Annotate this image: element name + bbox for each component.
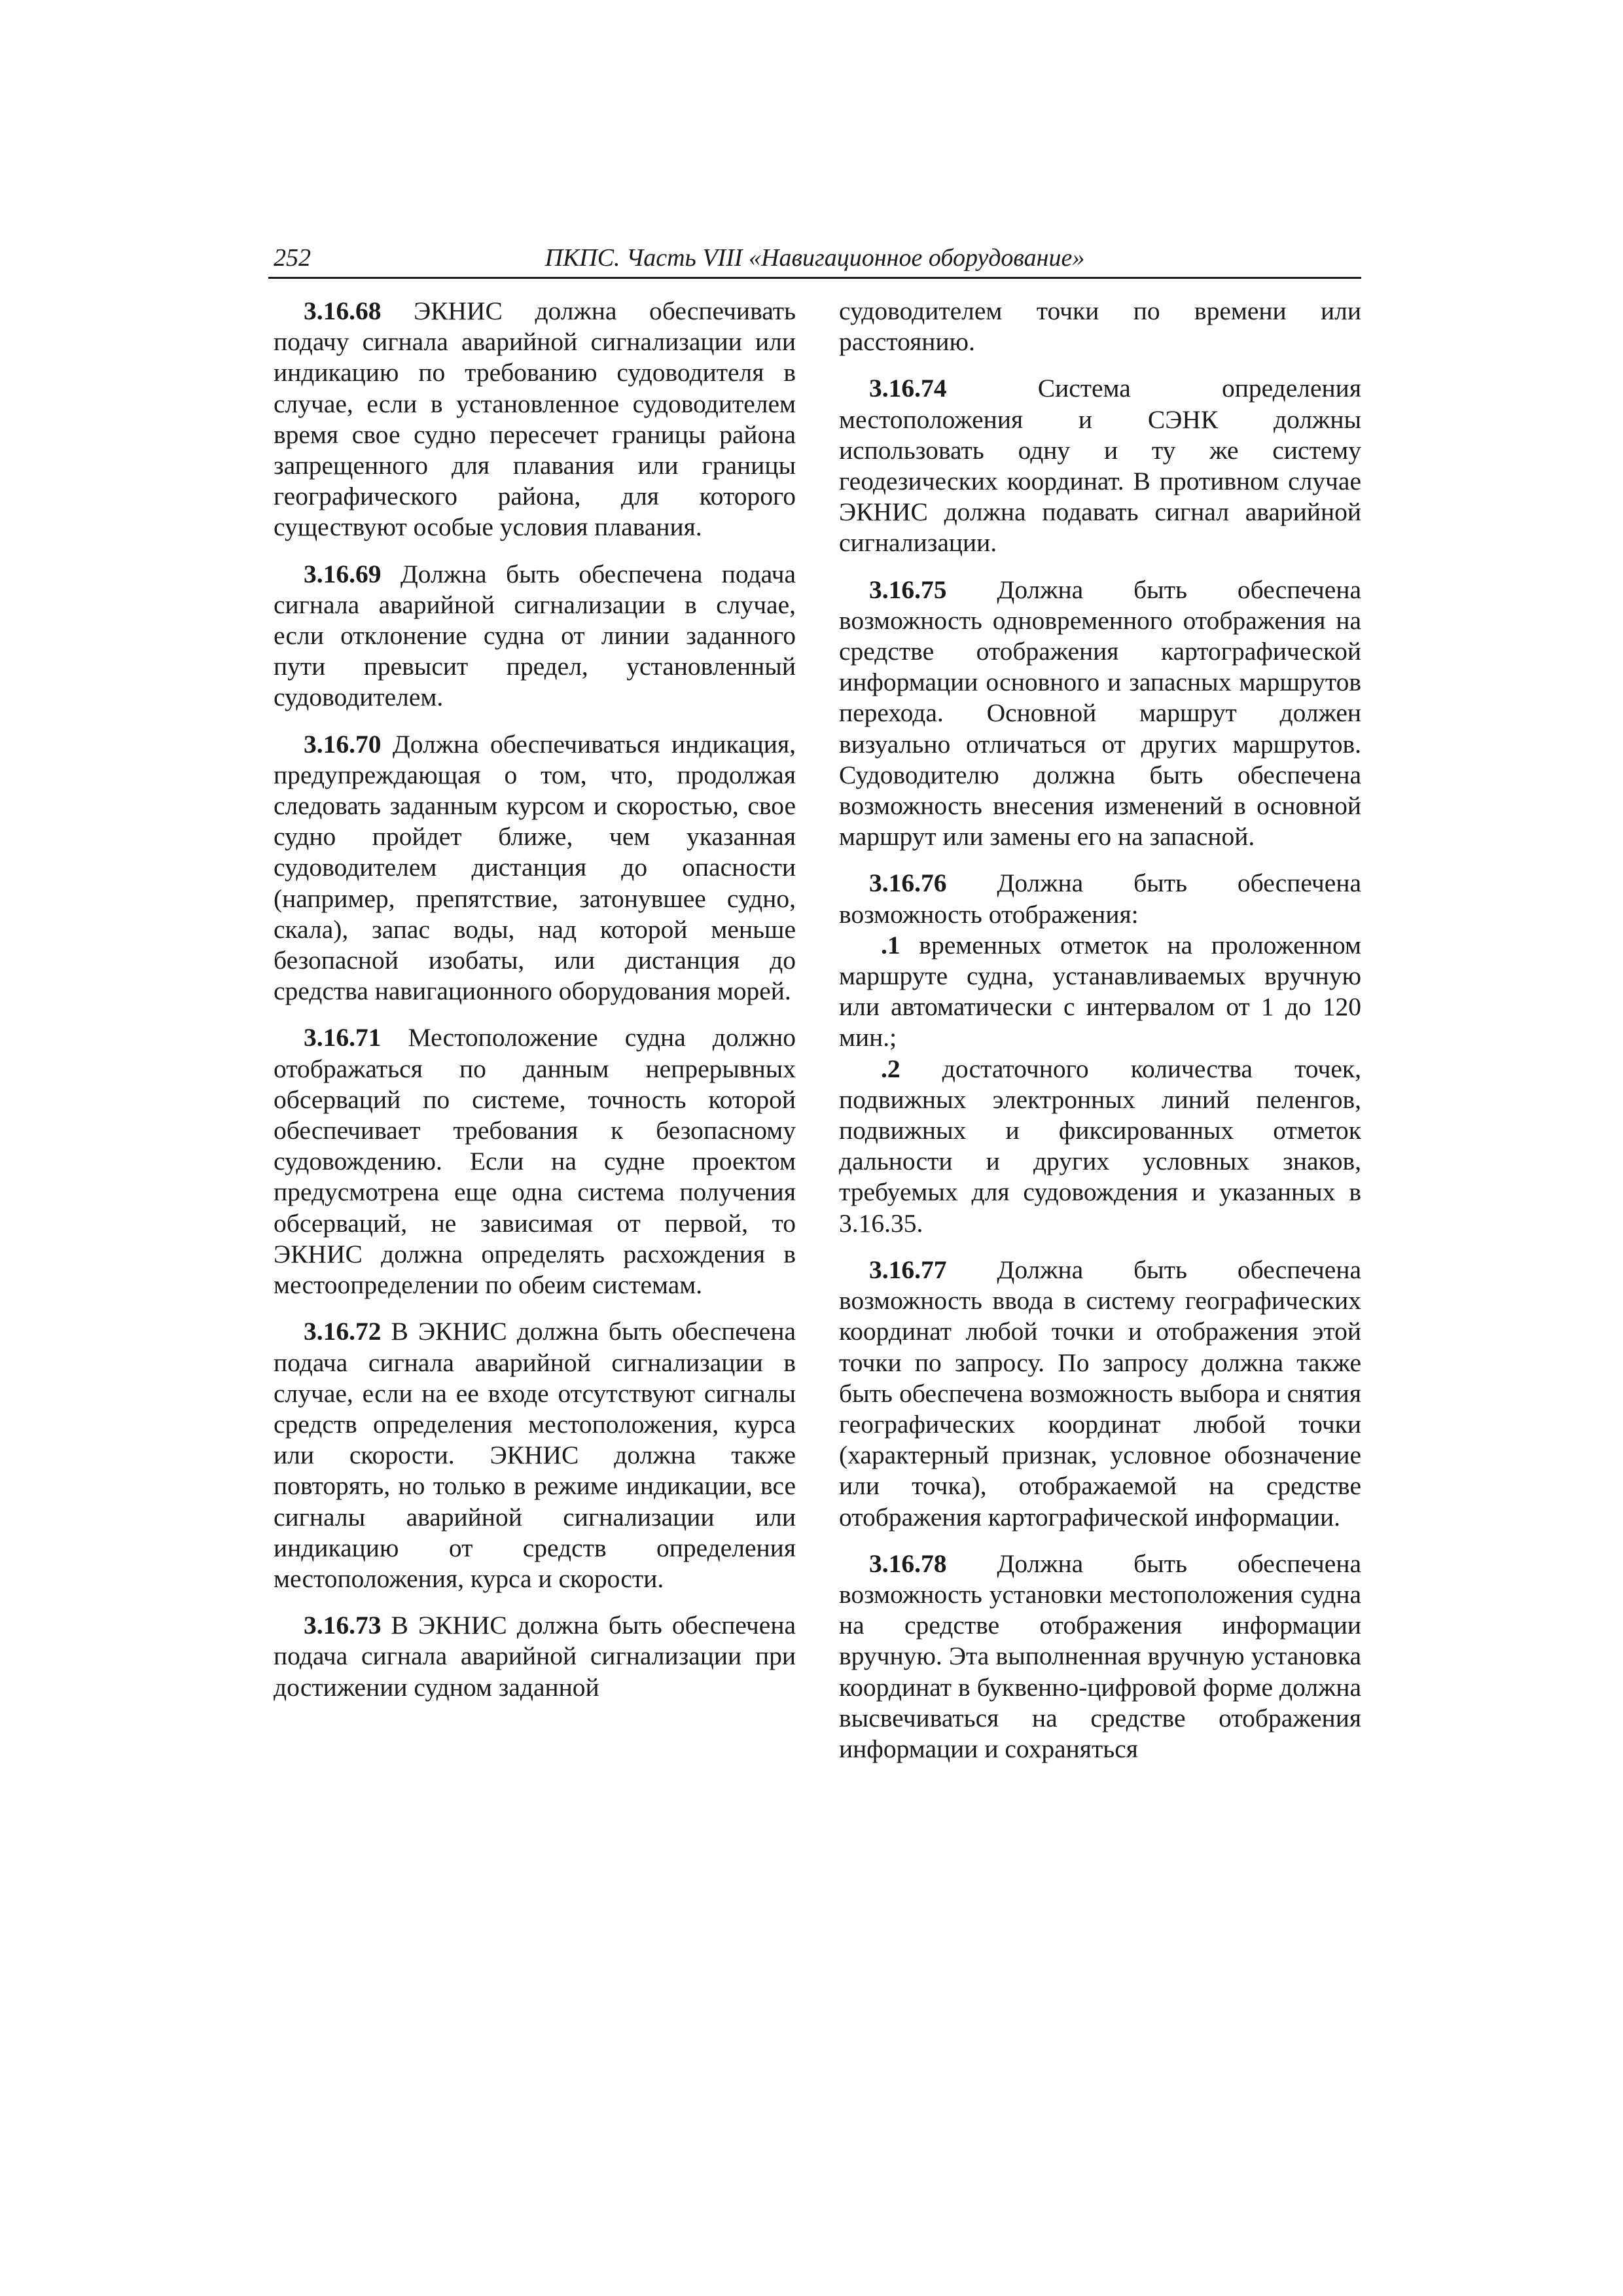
left-column [274, 296, 796, 1719]
page-number: 252 [274, 244, 311, 272]
paragraph-number: 3.16.73 [304, 1611, 382, 1640]
paragraph-3-16-68 [274, 296, 796, 543]
paragraph-3-16-78 [839, 1549, 1361, 1765]
right-column [839, 296, 1361, 1780]
paragraph-number: 3.16.74 [869, 374, 947, 403]
paragraph-3-16-69 [274, 559, 796, 713]
paragraph-text: В ЭКНИС должна быть обеспечена подача сигнала аварийной сигнализации в случае, если на ее входе отсутствуют сигналы средств определения местоположения, курса или скорости. ЭКНИС должна также повторять, но только в режиме индикации, все сигналы аварийной сигнализации или индикацию от средств определения местоположения, курса и скорости. [274, 1317, 796, 1593]
page-header [268, 239, 1361, 279]
list-item-1 [839, 930, 1361, 1054]
paragraph-3-16-74 [839, 373, 1361, 558]
list-item-2 [839, 1054, 1361, 1239]
list-item-number: .2 [881, 1054, 901, 1083]
paragraph-number: 3.16.77 [869, 1255, 947, 1284]
paragraph-text: В ЭКНИС должна быть обеспечена подача сигнала аварийной сигнализации при достижении судном заданной [274, 1611, 796, 1702]
paragraph-number: 3.16.70 [304, 729, 382, 759]
list-item-text: достаточного количества точек, подвижных электронных линий пеленгов, подвижных и фиксированных отметок дальности и других условных знаков, требуемых для судовождения и указанных в 3.16.35. [839, 1054, 1361, 1238]
paragraph-3-16-77 [839, 1255, 1361, 1533]
list-item-number: .1 [881, 930, 901, 960]
running-title: ПКПС. Часть VIII «Навигационное оборудование» [544, 244, 1085, 272]
paragraph-text: Должна быть обеспечена возможность ввода в систему географических координат любой точки и отображения этой точки по запросу. По запросу должна также быть обеспечена возможность выбора и снятия географических координат любой точки (характерный признак, условное обозначение или точка), отображаемой на средстве отображения картографической информации. [839, 1255, 1361, 1532]
paragraph-number: 3.16.75 [869, 575, 947, 604]
paragraph-3-16-72 [274, 1316, 796, 1594]
paragraph-number: 3.16.71 [304, 1023, 382, 1052]
paragraph-text: Должна быть обеспечена возможность отображения: [839, 869, 1361, 929]
paragraph-number: 3.16.78 [869, 1549, 947, 1578]
paragraph-3-16-76 [839, 868, 1361, 929]
paragraph-number: 3.16.68 [304, 296, 382, 325]
paragraph-3-16-75 [839, 575, 1361, 853]
paragraph-number: 3.16.76 [869, 869, 947, 898]
paragraph-3-16-71 [274, 1022, 796, 1300]
paragraph-text: ЭКНИС должна обеспечивать подачу сигнала аварийной сигнализации или индикацию по требованию судоводителя в случае, если в установленное судоводителем время свое судно пересечет границы района запрещенного для плавания или границы географического района, для которого существуют особые условия плавания. [274, 296, 796, 542]
paragraph-text: Местоположение судна должно отображаться по данным непрерывных обсерваций по системе, точность которой обеспечивает требования к безопасному судовождению. Если на судне проектом предусмотрена еще одна система получения обсерваций, не зависимая от первой, то ЭКНИС должна определять расхождения в местоопределении по обеим системам. [274, 1023, 796, 1300]
paragraph-3-16-70 [274, 729, 796, 1007]
paragraph-text: Должна быть обеспечена подача сигнала аварийной сигнализации в случае, если отклонение судна от линии заданного пути превысит предел, установленный судоводителем. [274, 559, 796, 712]
paragraph-number: 3.16.72 [304, 1317, 382, 1346]
paragraph-continuation: судоводителем точки по времени или расстоянию. [839, 296, 1361, 357]
paragraph-text: Система определения местоположения и СЭНК должны использовать одну и ту же систему геодезических координат. В противном случае ЭКНИС должна подавать сигнал аварийной сигнализации. [839, 374, 1361, 558]
paragraph-3-16-73 [274, 1610, 796, 1703]
paragraph-text: Должна быть обеспечена возможность одновременного отображения на средстве отображения картографической информации основного и запасных маршрутов перехода. Основной маршрут должен визуально отличаться от других маршрутов. Судоводителю должна быть обеспечена возможность внесения изменений в основной маршрут или замены его на запасной. [839, 575, 1361, 852]
list-item-text: временных отметок на проложенном маршруте судна, устанавливаемых вручную или автоматически с интервалом от 1 до 120 мин.; [839, 930, 1361, 1052]
paragraph-number: 3.16.69 [304, 559, 382, 588]
paragraph-text: Должна обеспечиваться индикация, предупреждающая о том, что, продолжая следовать заданным курсом и скоростью, свое судно пройдет ближе, чем указанная судоводителем дистанция до опасности (например, препятствие, затонувшее судно, скала), запас воды, над которой меньше безопасной изобаты, или дистанция до средства навигационного оборудования морей. [274, 729, 796, 1006]
paragraph-text: Должна быть обеспечена возможность установки местоположения судна на средстве отображения информации вручную. Эта выполненная вручную установка координат в буквенно-цифровой форме должна высвечиваться на средстве отображения информации и сохраняться [839, 1549, 1361, 1763]
